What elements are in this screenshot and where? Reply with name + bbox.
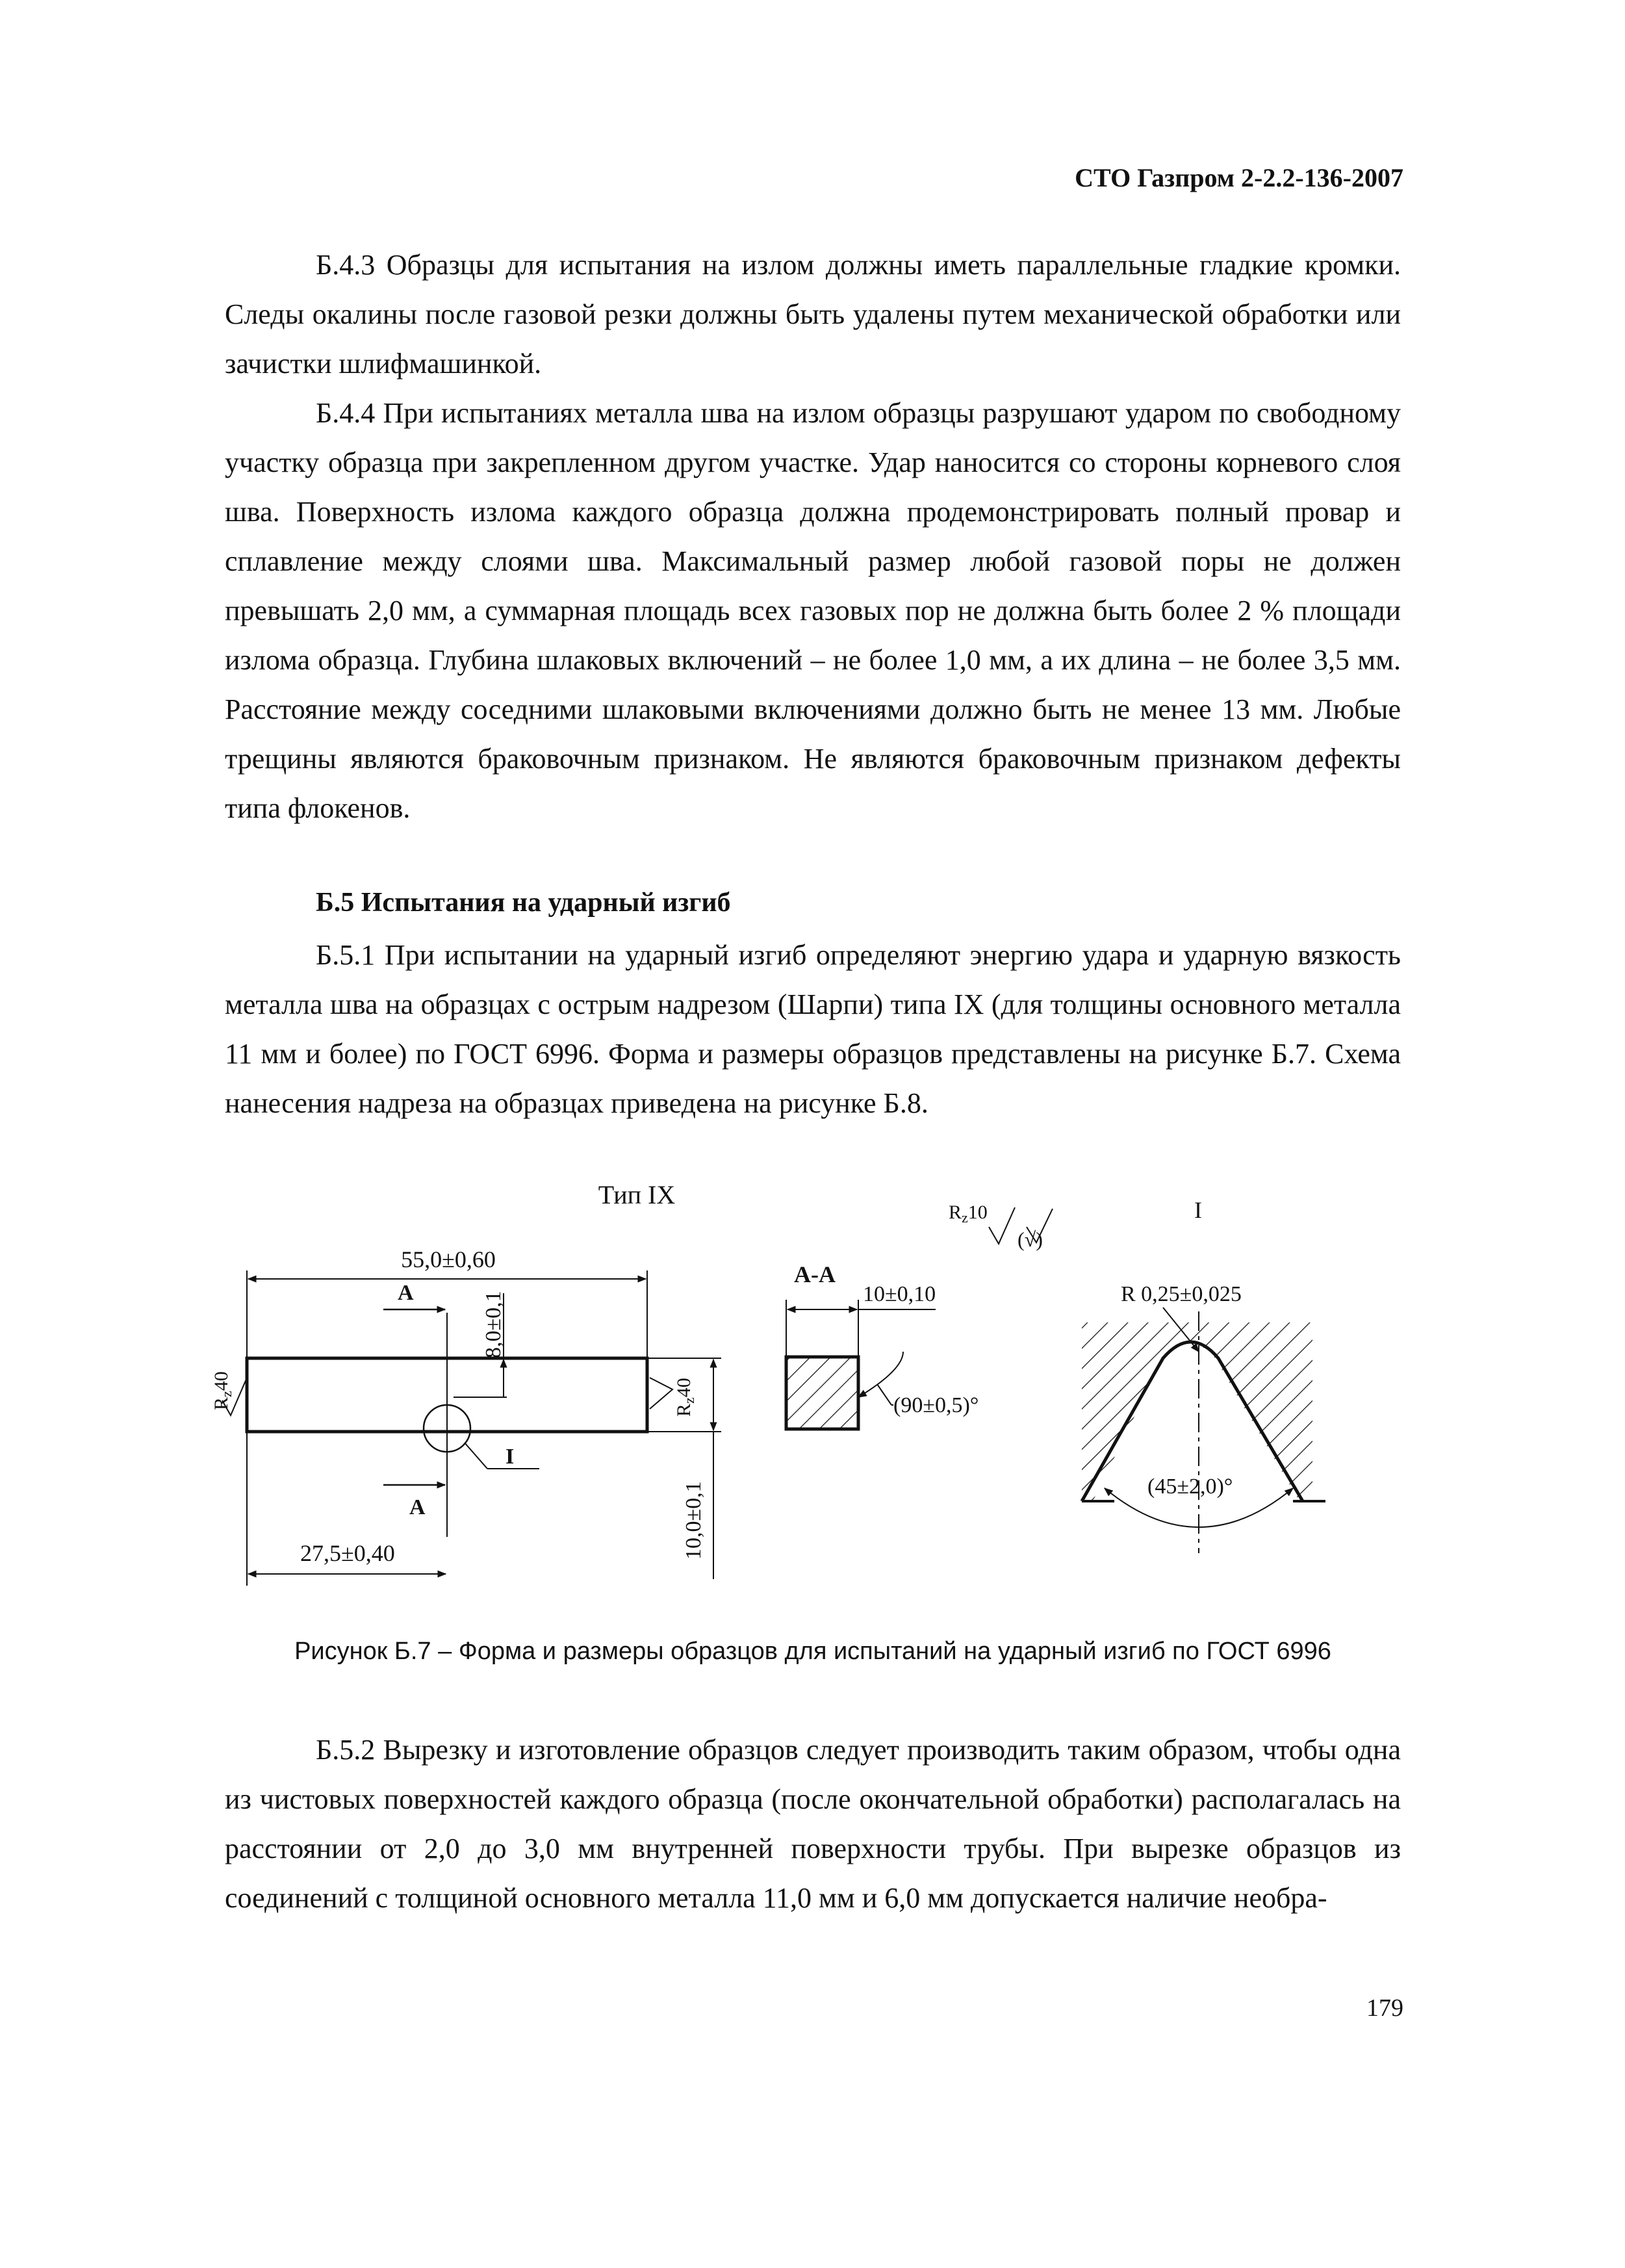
section-width-dimension: 10±0,10 bbox=[863, 1282, 936, 1306]
charpy-specimen-drawing bbox=[195, 1163, 1429, 1586]
paragraph-b44: Б.4.4 При испытаниях металла шва на излом образцы разрушают ударом по свободному участку образца при закрепленном другом участке. Удар наносится со стороны корневого слоя шва. Поверхность излома каждого образца должна продемонстрировать полный провар и сплавление между слоями шва. Максимальный размер любой газовой поры не должен превышать 2,0 мм, а суммарная площадь всех газовых пор не должна быть более 2 % площади излома образца. Глубина шлаковых включений – не более 1,0 мм, а их длина – не более 3,5 мм. Расстояние между соседними шлаковыми включениями должно быть не менее 13 мм. Любые трещины являются браковочным признаком. Не являются браковочным признаком дефекты типа флокенов. bbox=[225, 397, 1401, 824]
notch-angle-dimension: (45±2,0)° bbox=[1147, 1475, 1233, 1499]
section-mark-top: А bbox=[398, 1281, 414, 1305]
section-heading: Б.5 Испытания на ударный изгиб bbox=[316, 888, 731, 918]
paragraph-b43: Б.4.3 Образцы для испытания на излом должны иметь параллельные гладкие кромки. Следы окалины после газовой резки должны быть удалены путем механической обработки или зачистки шлифмашинкой. bbox=[225, 249, 1401, 380]
svg-text:Rz40: $R_z40$ bbox=[211, 1371, 235, 1410]
section-title: А-А bbox=[794, 1261, 836, 1287]
notch-radius-dimension: R 0,25±0,025 bbox=[1121, 1282, 1242, 1306]
specimen-side-view bbox=[211, 1246, 721, 1586]
figure-b7 bbox=[195, 1163, 1429, 1586]
section-view-a-a bbox=[786, 1202, 1053, 1429]
figure-caption: Рисунок Б.7 – Форма и размеры образцов для испытаний на ударный изгиб по ГОСТ 6996 bbox=[294, 1638, 1331, 1665]
roughness-right bbox=[650, 1378, 697, 1417]
svg-text:Rz10: $R_z10$ bbox=[949, 1202, 988, 1226]
length-dimension: 55,0±0,60 bbox=[401, 1246, 496, 1272]
detail-view-i bbox=[1082, 1197, 1325, 1553]
paragraph-b51: Б.5.1 При испытании на ударный изгиб определяют энергию удара и ударную вязкость металла шва на образцах с острым надрезом (Шарпи) типа IX (для толщины основного металла 11 мм и более) по ГОСТ 6996. Форма и размеры образцов представлены на рисунке Б.7. Схема нанесения надреза на образцах приведена на рисунке Б.8. bbox=[225, 939, 1401, 1119]
document-code: СТО Газпром 2-2.2-136-2007 bbox=[1075, 163, 1403, 192]
height-dimension: 8,0±0,1 bbox=[481, 1291, 505, 1358]
detail-title: I bbox=[1194, 1197, 1202, 1223]
half-length-dimension: 27,5±0,40 bbox=[300, 1540, 395, 1566]
roughness-paren: (√) bbox=[1017, 1228, 1043, 1251]
width-dimension: 10,0±0,1 bbox=[682, 1481, 706, 1560]
roughness-left bbox=[211, 1371, 247, 1415]
section-angle-dimension: (90±0,5)° bbox=[893, 1393, 979, 1417]
type-label: Тип IX bbox=[598, 1180, 676, 1209]
paragraph-b52: Б.5.2 Вырезку и изготовление образцов следует производить таким образом, чтобы одна из чистовых поверхностей каждого образца (после окончательной обработки) располагалась на расстоянии от 2,0 до 3,0 мм внутренней поверхности трубы. При вырезке образцов из соединений с толщиной основного металла 11,0 мм и 6,0 мм допускается наличие необра- bbox=[225, 1734, 1401, 1914]
detail-mark: I bbox=[505, 1445, 515, 1469]
svg-text:Rz40: $R_z40$ bbox=[673, 1378, 697, 1417]
roughness-top bbox=[949, 1202, 1053, 1251]
page-number: 179 bbox=[1366, 1994, 1403, 2022]
section-mark-bottom: А bbox=[409, 1495, 426, 1519]
